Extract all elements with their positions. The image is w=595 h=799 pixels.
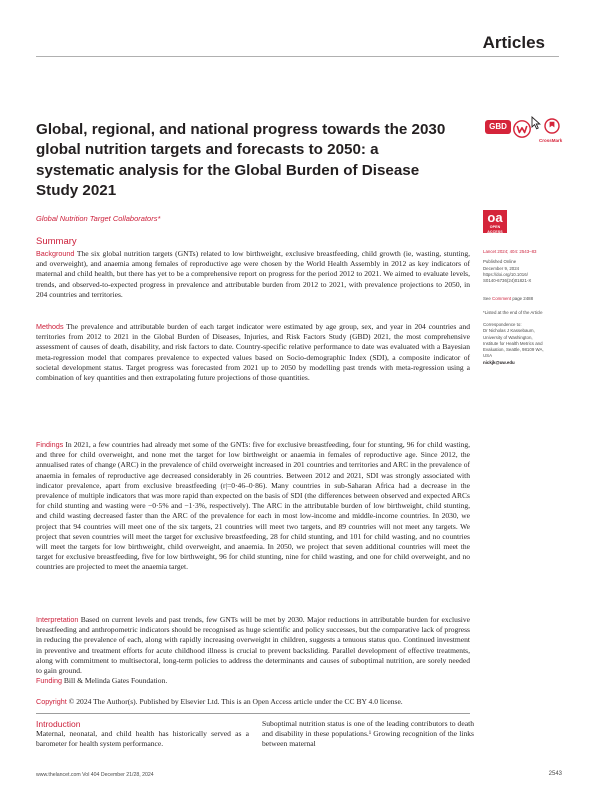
crossmark-label: CrossMark xyxy=(539,138,563,143)
funding-text: Bill & Melinda Gates Foundation. xyxy=(63,676,168,685)
findings-label: Findings xyxy=(36,440,64,449)
gbd-logo: GBD xyxy=(485,120,511,134)
w-logo-icon xyxy=(513,120,531,138)
comment-reference[interactable] xyxy=(483,296,563,302)
author-line[interactable]: Global Nutrition Target Collaborators* xyxy=(36,214,161,223)
copyright-paragraph xyxy=(36,697,470,707)
interpretation-label: Interpretation xyxy=(36,615,79,624)
open-access-text: OPEN ACCESS xyxy=(487,225,503,234)
findings-paragraph xyxy=(36,440,470,573)
crossmark-icon[interactable] xyxy=(544,118,560,136)
copyright-label: Copyright xyxy=(36,697,67,706)
comment-link[interactable]: Comment xyxy=(492,296,512,301)
methods-paragraph xyxy=(36,322,470,383)
summary-divider xyxy=(36,713,470,714)
header-rule xyxy=(36,56,559,57)
publication-date: December 9, 2024 xyxy=(483,265,520,271)
doi-link[interactable]: https://doi.org/10.1016/ xyxy=(483,271,528,277)
interpretation-paragraph xyxy=(36,615,470,676)
journal-reference: Lancet 2024; 404: 2543–83 xyxy=(483,249,537,254)
comment-prefix: See xyxy=(483,296,491,301)
listed-note: *Listed at the end of the Article xyxy=(483,310,543,315)
correspondence-name: Dr Nicholas J Kassebaum, xyxy=(483,328,535,334)
correspondence-affiliation: University of Washington, xyxy=(483,334,533,340)
open-access-badge xyxy=(483,210,507,233)
article-title: Global, regional, and national progress towards the 2030 global nutrition targets and forecasts to 2050: a systematic analysis for the Global Burden of Disease Study 2021 xyxy=(36,121,446,199)
oa-text: oa xyxy=(487,210,503,225)
methods-label: Methods xyxy=(36,322,64,331)
published-online-label: Published Online xyxy=(483,259,517,265)
introduction-column-1: Maternal, neonatal, and child health has historically served as a barometer for health system performance. xyxy=(36,729,249,749)
background-paragraph xyxy=(36,249,470,300)
correspondence-label: Correspondence to: xyxy=(483,322,522,327)
summary-heading: Summary xyxy=(36,236,77,247)
copyright-text: © 2024 The Author(s). Published by Elsevier Ltd. This is an Open Access article under the CC BY 4.0 license. xyxy=(68,697,403,706)
correspondence-address: Evaluation, Seattle, 98109 WA, xyxy=(483,347,544,353)
correspondence-country: USA xyxy=(483,353,493,359)
background-label: Background xyxy=(36,249,75,258)
findings-text: In 2021, a few countries had already met some of the GNTs: five for exclusive breastfeeding, four for stunting, 96 for child wasting, and three for child overweight, and none met the target for low birthweight or anaemia in females of reproductive age. Since 2012, the annualised rates of change (ARC) in the prevalence of child overweight increased in 201 countries and territories and ARC in the prevalence of anaemia in females of reproductive age decreased considerably in 26 countries. Between 2012 and 2021, SDI was strongly associated with indicator prevalence, apart from exclusive breastfeeding (r|=0·46–0·86). Many countries in sub-Saharan Africa had a decrease in the prevalence of multiple indicators that was more rapid than expected on the basis of SDI (the differences between observed and expected ARCs for child stunting and wasting were −0·5% and −1·3%, respectively). The ARC in the attributable burden of low birthweight, child stunting, and child wasting decreased faster than the ARC of the prevalence for each in most low-income and middle-income countries. In 2030, we project that 94 countries will meet one of the six targets, 21 countries will meet two targets, and 89 countries will not meet any targets. We project that seven countries will meet the target for exclusive breastfeeding, 28 for child stunting, and 101 for child wasting, and no countries will meet the targets for low birthweight, child overweight, and anaemia. In 2050, we project that seven additional countries will meet the target for exclusive breastfeeding, five for low birthweight, 96 for child stunting, nine for child wasting, and one for child overweight, and no countries are projected to meet the anaemia target. xyxy=(36,440,470,572)
comment-page: page 2488 xyxy=(512,296,534,301)
funding-label: Funding xyxy=(36,676,62,685)
introduction-column-2: Suboptimal nutrition status is one of the leading contributors to death and disability in these populations.¹ Growing recognition of the links between maternal xyxy=(262,719,474,749)
correspondence-email[interactable]: nickjk@uw.edu xyxy=(483,359,515,365)
page-number: 2543 xyxy=(548,771,562,777)
publication-info xyxy=(483,249,563,284)
cursor-icon xyxy=(530,116,542,130)
background-text: The six global nutrition targets (GNTs) related to low birthweight, exclusive breastfeeding, child growth (ie, wasting, stunting, and overweight), and anaemia among females of reproductive age were chosen by the World Health Assembly in 2012 as key indicators of maternal and child health, but there has yet to be a comprehensive report on progress for the period 2012 to 2021. We aimed to evaluate levels, trends, and observed-to-expected progress in prevalence and attributable burden from 2012 to 2021, with prevalence projections to 2050, in 204 countries and territories. xyxy=(36,249,470,299)
doi-link-suffix[interactable]: S0140-6736(24)01821-X xyxy=(483,278,532,284)
correspondence-info xyxy=(483,322,563,366)
funding-paragraph xyxy=(36,676,470,686)
footer-journal-info: www.thelancet.com Vol 404 December 21/28, 2024 xyxy=(36,772,154,778)
methods-text: The prevalence and attributable burden of each target indicator were estimated by age group, sex, and year in 204 countries and territories from 2012 to 2021 in the Global Burden of Diseases, Injuries, and Risk Factors Study (GBD) 2021, the most comprehensive assessment of causes of death, disability, and risk factors to date. Country-specific relative performance to date was evaluated with a Bayesian meta-regression model that compares prevalence to expected values based on Socio-demographic Index (SDI), a composite indicator of societal development status. Target progress was forecasted from 2021 up to 2050 by modelling past trends with meta-regression using a combination of key quantities and then extrapolating future projections of those quantities. xyxy=(36,322,470,383)
correspondence-institute: Institute for Health Metrics and xyxy=(483,340,543,346)
introduction-heading: Introduction xyxy=(36,719,81,729)
interpretation-text: Based on current levels and past trends, few GNTs will be met by 2030. Major reductions in attributable burden for exclusive breastfeeding and anthropometric indicators should be recognised as huge scientific and policy successes, but the comparative lack of progress in reducing the prevalence of each, along with rapidly increasing overweight in children, suggests a tenuous status quo. Continued investment in preventive and treatment efforts for acute childhood illness is crucial to prevent backsliding. Parallel development of effective treatments, along with commitment to multisectoral, long-term policies to address the determinants and causes of suboptimal nutrition, are sorely needed to gain ground. xyxy=(36,615,470,676)
section-label: Articles xyxy=(482,33,545,52)
